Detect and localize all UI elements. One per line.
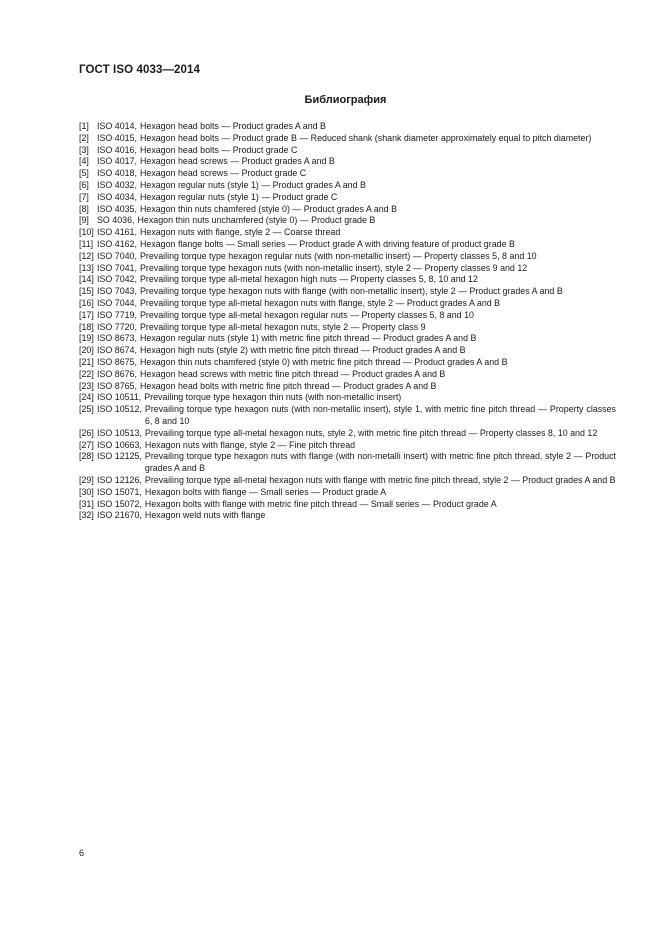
entry-title: Hexagon thin nuts chamfered (style 0) with metric fine pitch thread — Product grades A and B	[139, 356, 508, 367]
bibliography-entry	[79, 239, 616, 251]
bibliography-entry	[79, 251, 616, 263]
entry-title: Hexagon head bolts — Product grade B — Reduced shank (shank diameter approximately equal to pitch diameter)	[139, 132, 592, 143]
entry-number: [9]	[79, 215, 89, 226]
entry-number: [2]	[79, 132, 89, 143]
bibliography-entry	[79, 310, 616, 322]
entry-title: Prevailing torque type hexagon regular nuts (with non-metallic insert) — Property classes 5, 8 and 10	[139, 250, 537, 261]
entry-title: Prevailing torque type all-metal hexagon nuts with flange, style 2 — Product grades A and B	[139, 297, 501, 308]
entry-standard: ISO 4017,	[97, 156, 137, 167]
entry-title: Hexagon nuts with flange, style 2 — Fine pitch thread	[144, 439, 356, 450]
bibliography-entry	[79, 156, 616, 168]
entry-number: [29]	[79, 474, 94, 485]
entry-number: [21]	[79, 356, 94, 367]
bibliography-entry	[79, 345, 616, 357]
bibliography-entry	[79, 357, 616, 369]
bibliography-entry	[79, 168, 616, 180]
entry-title: Hexagon nuts with flange, style 2 — Coarse thread	[139, 227, 341, 238]
bibliography-entry	[79, 451, 616, 475]
entry-standard: ISO 15071,	[97, 486, 142, 497]
entry-title: Hexagon head bolts with metric fine pitch thread — Product grades A and B	[139, 380, 437, 391]
bibliography-entry	[79, 333, 616, 345]
entry-title: Hexagon head screws with metric fine pitch thread — Product grades A and B	[139, 368, 446, 379]
bibliography-entry	[79, 440, 616, 452]
entry-standard: ISO 7040,	[97, 250, 137, 261]
entry-standard: ISO 8676,	[97, 368, 137, 379]
bibliography-entry	[79, 227, 616, 239]
entry-number: [16]	[79, 297, 94, 308]
entry-standard: ISO 8765,	[97, 380, 137, 391]
entry-title: Prevailing torque type hexagon nuts (with non-metallic insert), style 2 — Property classes 9 and 12	[139, 262, 528, 273]
entry-number: [1]	[79, 121, 89, 131]
entry-standard: ISO 4035,	[97, 203, 137, 214]
entry-number: [10]	[79, 227, 94, 238]
bibliography-entry	[79, 428, 616, 440]
page-header: ГОСТ ISO 4033—2014	[79, 64, 201, 76]
entry-standard: ISO 8673,	[97, 333, 137, 344]
bibliography-entry	[79, 369, 616, 381]
entry-title: Prevailing torque type all-metal hexagon nuts, style 2 — Property class 9	[139, 321, 426, 332]
entry-number: [23]	[79, 380, 94, 391]
entry-title: Hexagon weld nuts with flange	[144, 510, 266, 521]
bibliography-entry	[79, 381, 616, 393]
entry-standard: ISO 4015,	[97, 132, 137, 143]
entry-standard: ISO 4161,	[97, 227, 137, 238]
bibliography-entry	[79, 322, 616, 334]
entry-standard: ISO 10513,	[97, 427, 142, 438]
entry-number: [24]	[79, 392, 94, 403]
bibliography-entry	[79, 487, 616, 499]
entry-title: Hexagon regular nuts (style 1) — Product grades A and B	[139, 179, 366, 190]
entry-number: [19]	[79, 333, 94, 344]
entry-standard: ISO 21670,	[97, 510, 142, 521]
entry-number: [4]	[79, 156, 89, 167]
entry-number: [15]	[79, 286, 94, 297]
entry-standard: ISO 10511,	[97, 392, 142, 403]
bibliography-entry	[79, 133, 616, 145]
entry-number: [5]	[79, 168, 89, 179]
entry-standard: ISO 15072,	[97, 498, 142, 509]
bibliography-entry	[79, 404, 616, 428]
entry-number: [26]	[79, 427, 94, 438]
bibliography-list	[79, 121, 616, 522]
entry-title: Prevailing torque type hexagon nuts (with non-metallic insert), style 1, with metric fine pitch thread — Property classes 6, 8 and 10	[144, 404, 616, 426]
entry-standard: ISO 4018,	[97, 168, 137, 179]
bibliography-entry	[79, 286, 616, 298]
entry-standard: ISO 7720,	[97, 321, 137, 332]
entry-title: Hexagon head bolts — Product grade C	[139, 144, 298, 155]
entry-number: [30]	[79, 486, 94, 497]
entry-title: Hexagon head screws — Product grade C	[139, 168, 307, 179]
bibliography-entry	[79, 215, 616, 227]
bibliography-entry	[79, 204, 616, 216]
entry-title: Hexagon regular nuts (style 1) — Product grade C	[139, 191, 338, 202]
entry-title: Hexagon high nuts (style 2) with metric fine pitch thread — Product grades A and B	[139, 345, 466, 356]
entry-title: Hexagon bolts with flange — Small series — Product grade A	[144, 486, 387, 497]
entry-title: Prevailing torque type all-metal hexagon high nuts — Property classes 5, 8, 10 and 12	[139, 274, 478, 285]
entry-standard: ISO 10663,	[97, 439, 142, 450]
bibliography-entry	[79, 475, 616, 487]
entry-standard: ISO 7043,	[97, 286, 137, 297]
entry-title: Prevailing torque type all-metal hexagon regular nuts — Property classes 5, 8 and 10	[139, 309, 474, 320]
entry-standard: ISO 4016,	[97, 144, 137, 155]
entry-title: Prevailing torque type all-metal hexagon nuts, style 2, with metric fine pitch thread — Property classes 8, 10 and 12	[144, 427, 598, 438]
entry-title: Prevailing torque type all-metal hexagon nuts with flange with metric fine pitch thread, style 2 — Product grades A and B	[144, 474, 616, 485]
entry-standard: ISO 4014,	[97, 121, 137, 131]
entry-standard: ISO 7042,	[97, 274, 137, 285]
entry-title: Hexagon bolts with flange with metric fine pitch thread — Small series — Product grade A	[144, 498, 497, 509]
entry-number: [12]	[79, 250, 94, 261]
bibliography-entry	[79, 192, 616, 204]
entry-number: [8]	[79, 203, 89, 214]
entry-standard: ISO 12125,	[97, 451, 142, 462]
entry-standard: ISO 4032,	[97, 179, 137, 190]
entry-standard: ISO 7044,	[97, 297, 137, 308]
entry-title: Hexagon thin nuts chamfered (style 0) — Product grades A and B	[139, 203, 397, 214]
entry-number: [22]	[79, 368, 94, 379]
entry-number: [11]	[79, 238, 94, 249]
entry-number: [6]	[79, 179, 89, 190]
bibliography-entry	[79, 298, 616, 310]
entry-standard: ISO 12126,	[97, 474, 142, 485]
bibliography-entry	[79, 145, 616, 157]
entry-standard: ISO 8675,	[97, 356, 137, 367]
bibliography-entry	[79, 274, 616, 286]
entry-title: Hexagon head screws — Product grades A and B	[139, 156, 335, 167]
entry-standard: ISO 4162,	[97, 238, 137, 249]
entry-title: Prevailing torque type hexagon nuts with flange (with non-metalli insert) with metric fine pitch thread, style 2 — Product grades A and B	[144, 451, 616, 474]
entry-number: [27]	[79, 439, 94, 450]
entry-title: Hexagon regular nuts (style 1) with metric fine pitch thread — Product grades A and B	[139, 333, 477, 344]
bibliography-entry	[79, 121, 616, 133]
entry-title: Hexagon head bolts — Product grades A and B	[139, 121, 326, 131]
bibliography-entry	[79, 392, 616, 404]
entry-number: [18]	[79, 321, 94, 332]
entry-number: [20]	[79, 345, 94, 356]
entry-standard: ISO 7719,	[97, 309, 137, 320]
entry-number: [28]	[79, 451, 94, 462]
bibliography-entry	[79, 499, 616, 511]
entry-title: Prevailing torque type hexagon thin nuts (with non-metallic insert)	[144, 392, 402, 403]
entry-number: [17]	[79, 309, 94, 320]
bibliography-entry	[79, 263, 616, 275]
section-title: Библиография	[304, 94, 387, 106]
entry-number: [7]	[79, 191, 89, 202]
entry-standard: ISO 7041,	[97, 262, 137, 273]
entry-title: Hexagon thin nuts unchamfered (style 0) — Product grade B	[137, 215, 376, 226]
entry-number: [14]	[79, 274, 94, 285]
entry-standard: ISO 4034,	[97, 191, 137, 202]
entry-number: [31]	[79, 498, 94, 509]
entry-standard: ISO 8674,	[97, 345, 137, 356]
entry-title: Hexagon flange bolts — Small series — Product grade A with driving feature of product grade B	[139, 238, 515, 249]
entry-number: [3]	[79, 144, 89, 155]
entry-standard: SO 4036,	[97, 215, 135, 226]
entry-title: Prevailing torque type hexagon nuts with flange (with non-metallic insert), style 2 — Product grades A and B	[139, 286, 563, 297]
bibliography-entry	[79, 180, 616, 192]
entry-number: [13]	[79, 262, 94, 273]
entry-number: [32]	[79, 510, 94, 521]
bibliography-entry	[79, 510, 616, 522]
page-number: 6	[79, 848, 85, 858]
entry-number: [25]	[79, 404, 94, 415]
entry-standard: ISO 10512,	[97, 404, 142, 415]
